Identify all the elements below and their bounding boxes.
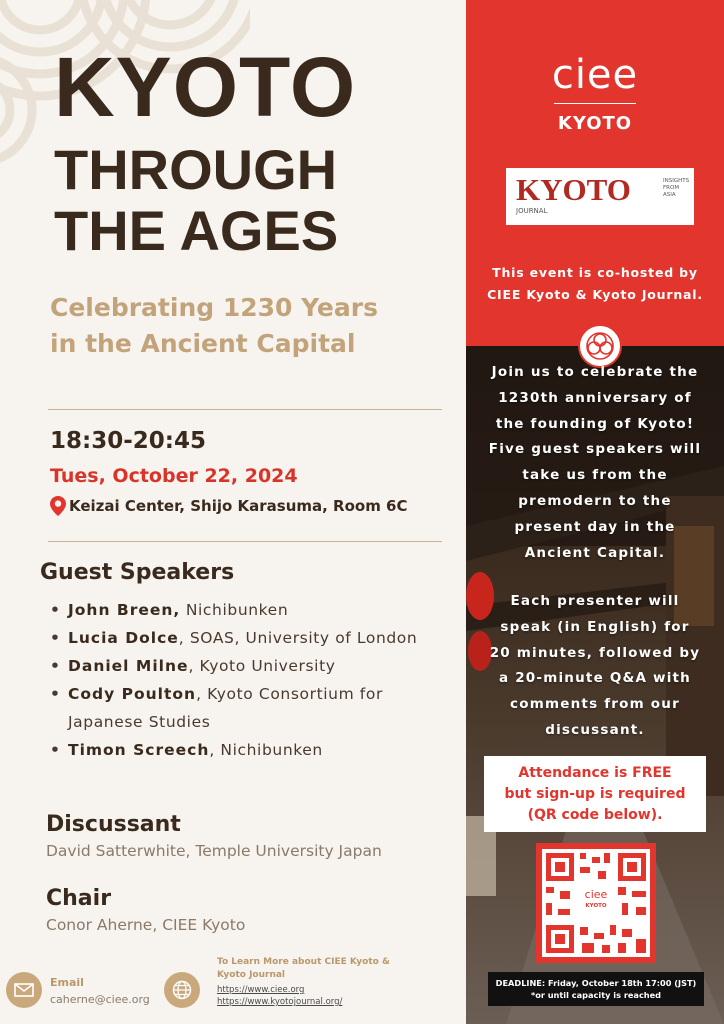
event-date: Tues, October 22, 2024 bbox=[50, 465, 298, 487]
deadline-notice: DEADLINE: Friday, October 18th 17:00 (JST) *or until capacity is reached bbox=[488, 972, 704, 1006]
chair-name: Conor Aherne, CIEE Kyoto bbox=[46, 916, 246, 934]
red-header-panel bbox=[466, 0, 724, 346]
location-text: Keizai Center, Shijo Karasuma, Room 6C bbox=[69, 497, 408, 515]
list-item: • Timon Screech, Nichibunken bbox=[48, 736, 448, 764]
kyoto-journal-logo: KYOTO JOURNAL INSIGHTS FROM ASIA bbox=[506, 168, 694, 225]
discussant-name: David Satterwhite, Temple University Japan bbox=[46, 842, 382, 860]
globe-icon bbox=[164, 972, 200, 1008]
guest-speakers-heading: Guest Speakers bbox=[40, 560, 235, 585]
event-location bbox=[50, 496, 408, 516]
presenter-info-text: Each presenter will speak (in English) for 20 minutes, followed by a 20-minute Q&A with comments from our discussant. bbox=[489, 593, 701, 738]
event-time: 18:30-20:45 bbox=[50, 428, 206, 454]
ciee-link[interactable]: https://www.ciee.org bbox=[217, 985, 305, 995]
speakers-list bbox=[48, 596, 448, 764]
list-item: • Daniel Milne, Kyoto University bbox=[48, 652, 448, 680]
qr-ciee-logo: ciee bbox=[584, 888, 608, 901]
discussant-heading: Discussant bbox=[46, 812, 181, 837]
email-label: Email bbox=[50, 976, 84, 989]
list-item: • Cody Poulton, Kyoto Consortium for Japanese Studies bbox=[48, 680, 448, 736]
chair-heading: Chair bbox=[46, 886, 112, 911]
subtitle bbox=[50, 290, 450, 363]
title-line-2: THROUGH bbox=[54, 138, 338, 201]
divider bbox=[48, 409, 442, 410]
email-address[interactable]: caherne@ciee.org bbox=[50, 993, 150, 1006]
email-icon bbox=[6, 972, 42, 1008]
signup-qr-code[interactable] bbox=[536, 843, 656, 963]
divider bbox=[48, 541, 442, 542]
list-item: • Lucia Dolce, SOAS, University of London bbox=[48, 624, 448, 652]
map-pin-icon bbox=[50, 496, 66, 516]
join-us-text: Join us to celebrate the 1230th anniversary of the founding of Kyoto! Five guest speakers will take us from the premodern to the present day in the Ancient Capital. bbox=[488, 364, 702, 561]
title-line-3: THE AGES bbox=[54, 199, 339, 262]
kyoto-journal-link[interactable]: https://www.kyotojournal.org/ bbox=[217, 997, 343, 1007]
list-item: • John Breen, Nichibunken bbox=[48, 596, 448, 624]
learn-more-text: To Learn More about CIEE Kyoto & Kyoto Journal bbox=[217, 957, 390, 980]
subtitle-line-1: Celebrating 1230 Years bbox=[50, 293, 378, 322]
title-line-1: KYOTO bbox=[54, 40, 357, 134]
divider bbox=[554, 103, 636, 104]
flyer-right-column bbox=[466, 0, 724, 1024]
ciee-logo: ciee bbox=[551, 52, 639, 98]
ciee-kyoto-label: KYOTO bbox=[557, 113, 633, 134]
qr-kyoto-label: KYOTO bbox=[585, 903, 607, 909]
cohost-text: This event is co-hosted by CIEE Kyoto & Kyoto Journal. bbox=[487, 265, 703, 302]
attendance-notice: Attendance is FREE but sign-up is required (QR code below). bbox=[484, 756, 706, 832]
subtitle-line-2: in the Ancient Capital bbox=[50, 329, 356, 359]
